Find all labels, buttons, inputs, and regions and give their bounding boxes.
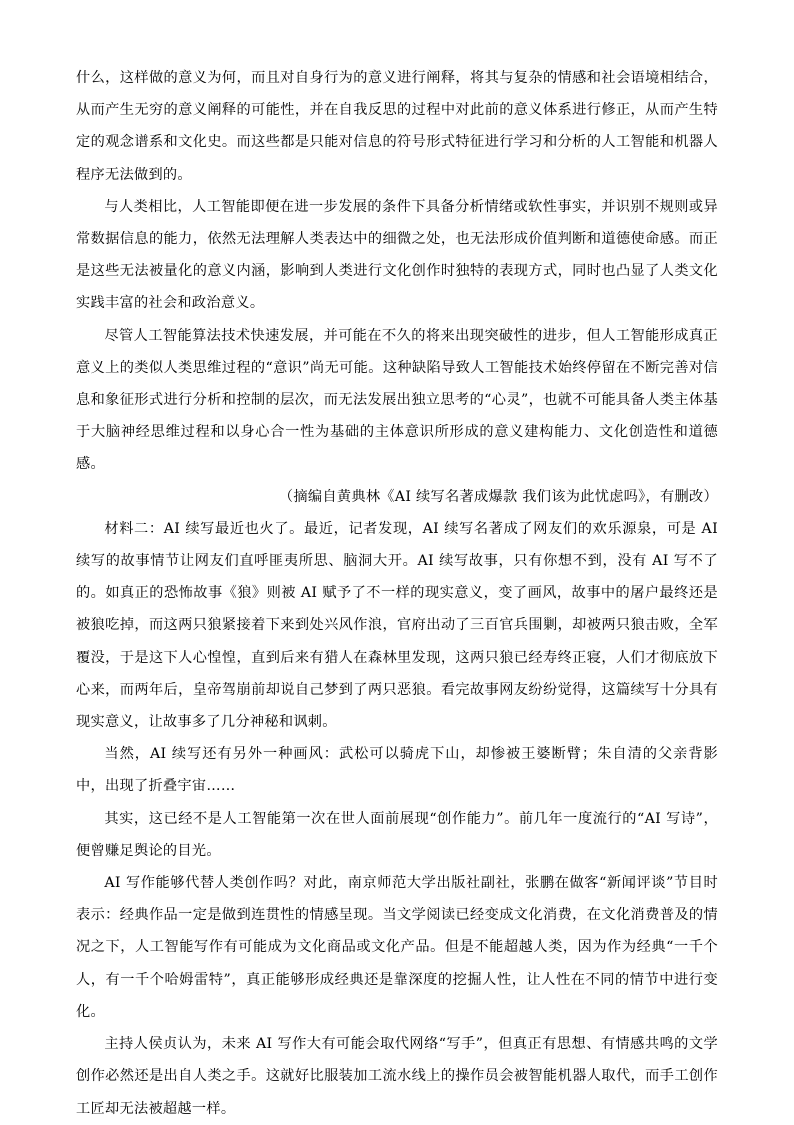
paragraph-5: 当然，AI 续写还有另外一种画风：武松可以骑虎下山，却惨被王婆断臂；朱自清的父亲背影中，出现了折叠宇宙…… <box>76 746 718 795</box>
paragraph-7: AI 写作能够代替人类创作吗？对此，南京师范大学出版社副社，张鹏在做客“新闻评谈”节目时表示：经典作品一定是做到连贯性的情感呈现。当文学阅读已经变成文化消费，在文化消费普及的情况之下，人工智能写作有可能成为文化商品或文化产品。但是不能超越人类，因为作为经典“一千个人，有一千个哈姆雷特”，真正能够形成经典还是靠深度的挖掘人性，让人性在不同的情节中进行变化。 <box>76 875 718 1020</box>
paragraph-8: 主持人侯贞认为，未来 AI 写作大有可能会取代网络“写手”，但真正有思想、有情感共鸣的文学创作必然还是出自人类之手。这就好比服装加工流水线上的操作员会被智能机器人取代，而手工创作工匠却无法被超越一样。 <box>76 1036 718 1117</box>
paragraph-3: 尽管人工智能算法技术快速发展，并可能在不久的将来出现突破性的进步，但人工智能形成真正意义上的类似人类思维过程的“意识”尚无可能。这种缺陷导致人工智能技术始终停留在不断完善对信息和象征形式进行分析和控制的层次，而无法发展出独立思考的“心灵”，也就不可能具备人类主体基于大脑神经思维过程和以身心合一性为基础的主体意识所形成的意义建构能力、文化创造性和道德感。 <box>76 327 718 473</box>
document-body <box>76 62 718 1125</box>
paragraph-6: 其实，这已经不是人工智能第一次在世人面前展现“创作能力”。前几年一度流行的“AI 写诗”，便曾赚足舆论的目光。 <box>76 810 718 859</box>
paragraph-material-two: 材料二：AI 续写最近也火了。最近，记者发现，AI 续写名著成了网友们的欢乐源泉，可是 AI 续写的故事情节让网友们直呼匪夷所思、脑洞大开。AI 续写故事，只有你想不到，没有 AI 写不了的。如真正的恐怖故事《狼》则被 AI 赋予了不一样的现实意义，变了画风，故事中的屠户最终还是被狼吃掉，而这两只狼紧接着下来到处兴风作浪，官府出动了三百官兵围剿，却被两只狼击败，全军覆没，于是这下人心惶惶，直到后来有猎人在森林里发现，这两只狼已经寿终正寝，人们才彻底放下心来，而两年后，皇帝驾崩前却说自己梦到了两只恶狼。看完故事网友纷纷觉得，这篇续写十分具有现实意义，让故事多了几分神秘和讽刺。 <box>76 520 718 731</box>
paragraph-1: 什么，这样做的意义为何，而且对自身行为的意义进行阐释，将其与复杂的情感和社会语境相结合，从而产生无穷的意义阐释的可能性，并在自我反思的过程中对此前的意义体系进行修正，从而产生特定的观念谱系和文化史。而这些都是只能对信息的符号形式特征进行学习和分析的人工智能和机器人程序无法做到的。 <box>76 70 718 183</box>
source-citation: （摘编自黄典林《AI 续写名著成爆款 我们该为此忧虑吗》，有删改） <box>278 488 718 505</box>
paragraph-2: 与人类相比，人工智能即便在进一步发展的条件下具备分析情绪或软性事实，并识别不规则或异常数据信息的能力，依然无法理解人类表达中的细微之处，也无法形成价值判断和道德使命感。而正是这些无法被量化的意义内涵，影响到人类进行文化创作时独特的表现方式，同时也凸显了人类文化实践丰富的社会和政治意义。 <box>76 198 718 312</box>
